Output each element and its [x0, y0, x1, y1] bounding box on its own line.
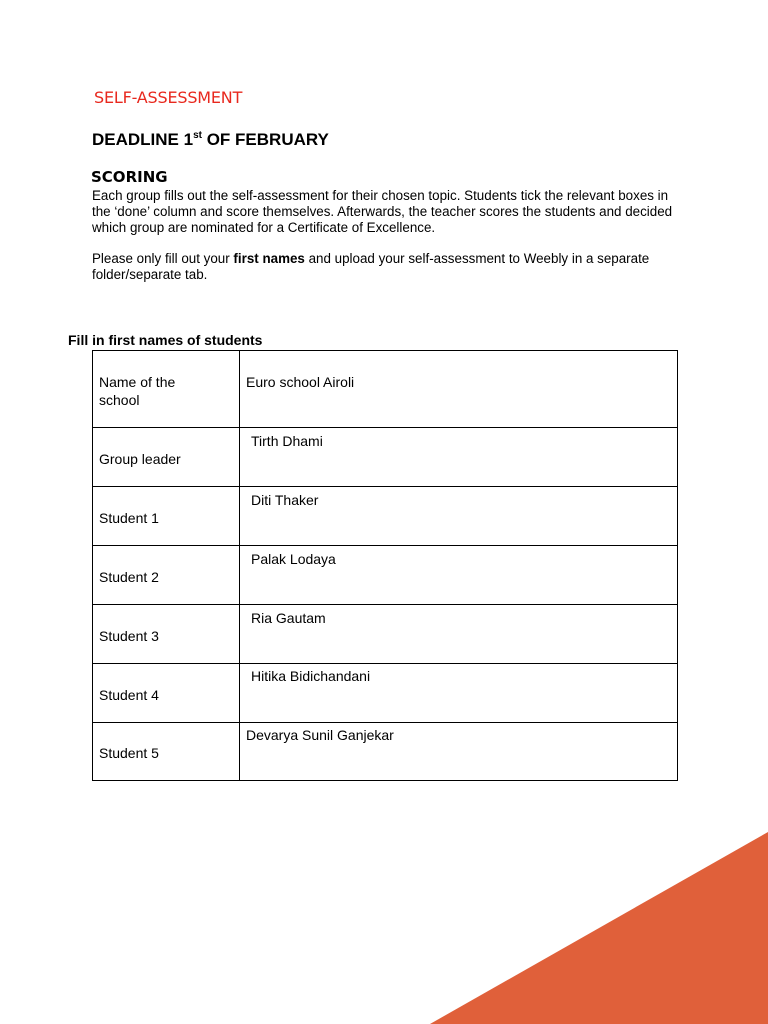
row-label-school: Name of the school	[99, 374, 176, 408]
decorative-corner-triangle	[430, 832, 768, 1024]
table-cell-label	[93, 351, 240, 428]
table-cell-value[interactable]	[240, 546, 678, 605]
table-row	[93, 605, 678, 664]
deadline-ordinal: st	[193, 130, 202, 141]
upload-instructions-paragraph	[92, 251, 682, 283]
row-value-student-2: Palak Lodaya	[251, 551, 336, 567]
table-cell-value[interactable]	[240, 723, 678, 781]
row-value-student-5: Devarya Sunil Ganjekar	[246, 727, 394, 743]
students-table	[92, 350, 678, 781]
table-row	[93, 351, 678, 428]
row-label-student-3: Student 3	[99, 628, 159, 644]
table-row	[93, 546, 678, 605]
section-heading: SCORING	[91, 168, 168, 186]
table-row	[93, 487, 678, 546]
table-cell-label	[93, 487, 240, 546]
table-cell-value[interactable]	[240, 487, 678, 546]
table-cell-label	[93, 664, 240, 723]
deadline-heading	[92, 130, 329, 150]
deadline-prefix: DEADLINE 1	[92, 130, 194, 149]
row-value-school: Euro school Airoli	[246, 374, 355, 390]
row-label-student-1: Student 1	[99, 510, 159, 526]
upload-text-after: and upload your self-assessment to Weebly in a separate folder/separate tab.	[92, 251, 650, 282]
table-cell-label	[93, 605, 240, 664]
row-value-student-4: Hitika Bidichandani	[251, 668, 371, 684]
table-row	[93, 428, 678, 487]
upload-text-before: Please only fill out your	[92, 251, 234, 266]
row-label-student-2: Student 2	[99, 569, 159, 585]
table-cell-label	[93, 546, 240, 605]
table-cell-value[interactable]	[240, 351, 678, 428]
row-label-student-5: Student 5	[99, 745, 159, 761]
table-cell-value[interactable]	[240, 605, 678, 664]
row-label-student-4: Student 4	[99, 687, 159, 703]
table-cell-value[interactable]	[240, 664, 678, 723]
row-value-student-3: Ria Gautam	[251, 610, 326, 626]
table-row	[93, 723, 678, 781]
deadline-rest: OF FEBRUARY	[201, 130, 329, 149]
table-caption: Fill in first names of students	[68, 332, 263, 348]
table-cell-label	[93, 428, 240, 487]
corner-triangle-shape	[430, 832, 768, 1024]
table-cell-value[interactable]	[240, 428, 678, 487]
table-cell-label	[93, 723, 240, 781]
table-row	[93, 664, 678, 723]
document-title: SELF-ASSESSMENT	[94, 88, 243, 107]
row-value-student-1: Diti Thaker	[251, 492, 319, 508]
row-label-group-leader: Group leader	[99, 451, 181, 467]
upload-text-bold: first names	[233, 251, 305, 266]
instructions-paragraph: Each group fills out the self-assessment for their chosen topic. Students tick the relevant boxes in the ‘done’ column and score themselves. Afterwards, the teacher scores the students and decided which group are nominated for a Certificate of Excellence.	[92, 188, 673, 235]
row-value-group-leader: Tirth Dhami	[251, 433, 323, 449]
